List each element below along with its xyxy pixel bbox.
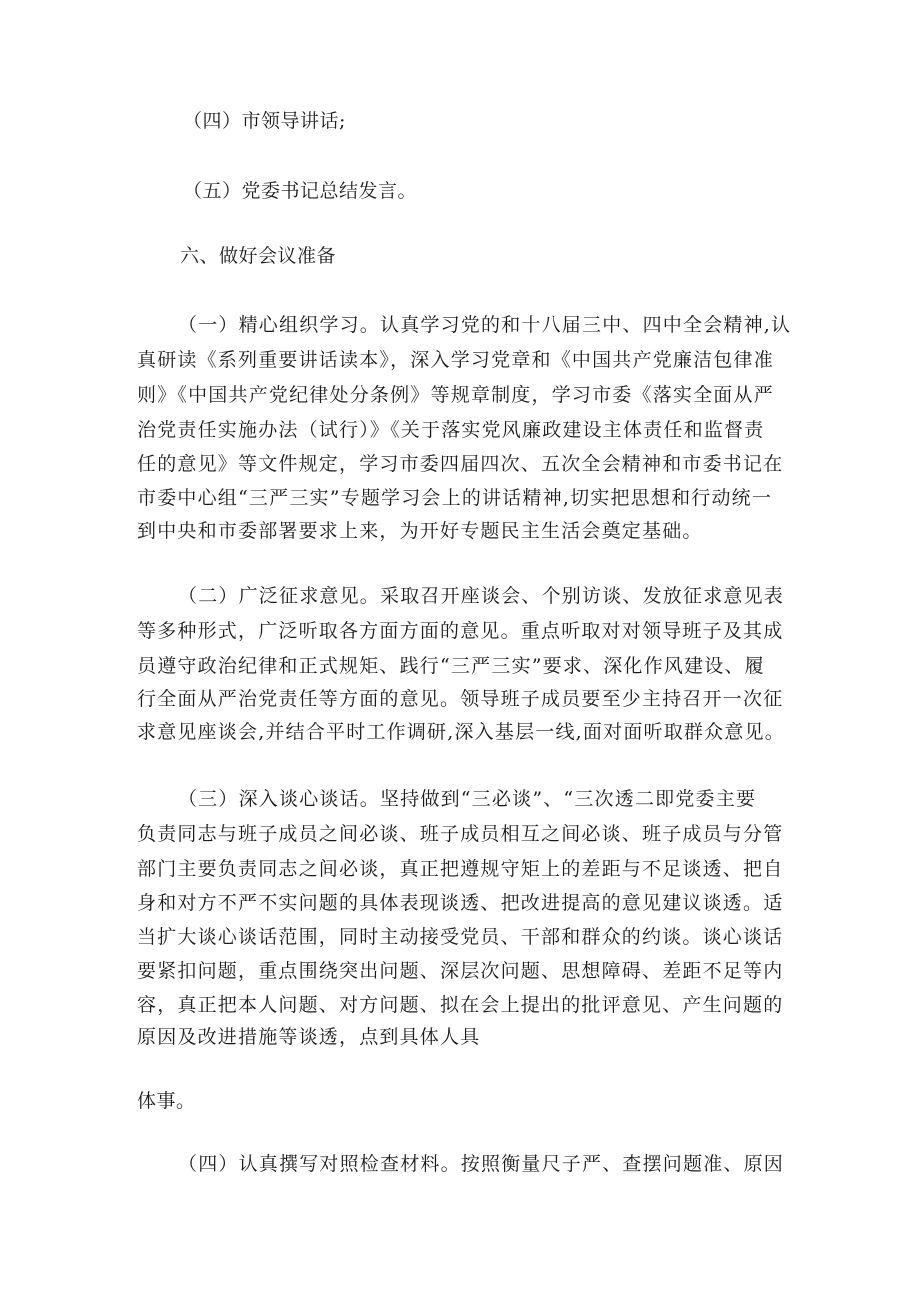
paragraph-line: 求意见座谈会,并结合平时工作调研,深入基层一线,面对面听取群众意见。 [137,721,785,743]
paragraph-line: 部门主要负责同志之间必谈，真正把遵规守矩上的差距与不足谈透、把自 [137,858,784,880]
paragraph-line: 市委中心组“三严三实”专题学习会上的讲话精神,切实把思想和行动统一 [137,487,773,509]
paragraph-line: 原因及改进措施等谈透，点到具体人具 [137,1026,481,1048]
paragraph-line: 员遵守政治纪律和正式规矩、践行“三严三实”要求、深化作风建设、履 [137,655,765,677]
list-item-4: （四）市领导讲话; [183,110,346,132]
paragraph-line: 治党责任实施办法（试行）》《关于落实党风廉政建设主体责任和监督责 [137,419,765,441]
section-heading: 六、做好会议准备 [180,245,337,267]
paragraph-line: 真研读《系列重要讲话读本》，深入学习党章和《中国共产党廉洁包律准 [137,349,774,371]
paragraph-line: 则》《中国共产党纪律处分条例》等规章制度，学习市委《落实全面从严 [137,384,774,406]
paragraph-line: （三）深入谈心谈话。坚持做到“三必谈”、“三次透二即党委主要 [178,788,757,810]
paragraph-line: 当扩大谈心谈话范围，同时主动接受党员、干部和群众的约谈。谈心谈话 [137,926,784,948]
list-item-5: （五）党委书记总结发言。 [183,180,418,202]
paragraph-line: 到中央和市委部署要求上来，为开好专题民主生活会奠定基础。 [137,520,703,542]
paragraph-materials-start: （四）认真撰写对照检查材料。按照衡量尺子严、查摆问题准、原因 [178,1153,785,1175]
paragraph-tail: 体事。 [137,1090,196,1112]
paragraph-line: 身和对方不严不实问题的具体表现谈透、把改进提高的意见建议谈透。适 [137,892,784,914]
paragraph-line: 任的意见》等文件规定，学习市委四届四次、五次全会精神和市委书记在 [137,453,784,475]
paragraph-line: 等多种形式，广泛听取各方面方面的意见。重点听取对对领导班子及其成 [137,620,784,642]
paragraph-line: 要紧扣问题，重点围绕突出问题、深层次问题、思想障碍、差距不足等内 [137,960,784,982]
paragraph-line: （一）精心组织学习。认真学习党的和十八届三中、四中全会精神,认 [178,314,792,336]
paragraph-line: 负责同志与班子成员之间必谈、班子成员相互之间必谈、班子成员与分管 [137,823,784,845]
paragraph-line: 行全面从严治党责任等方面的意见。领导班子成员要至少主持召开一次征 [137,688,784,710]
paragraph-line: 容，真正把本人问题、对方问题、拟在会上提出的批评意见、产生问题的 [137,994,784,1016]
paragraph-line: （二）广泛征求意见。采取召开座谈会、个别访谈、发放征求意见表 [178,585,785,607]
